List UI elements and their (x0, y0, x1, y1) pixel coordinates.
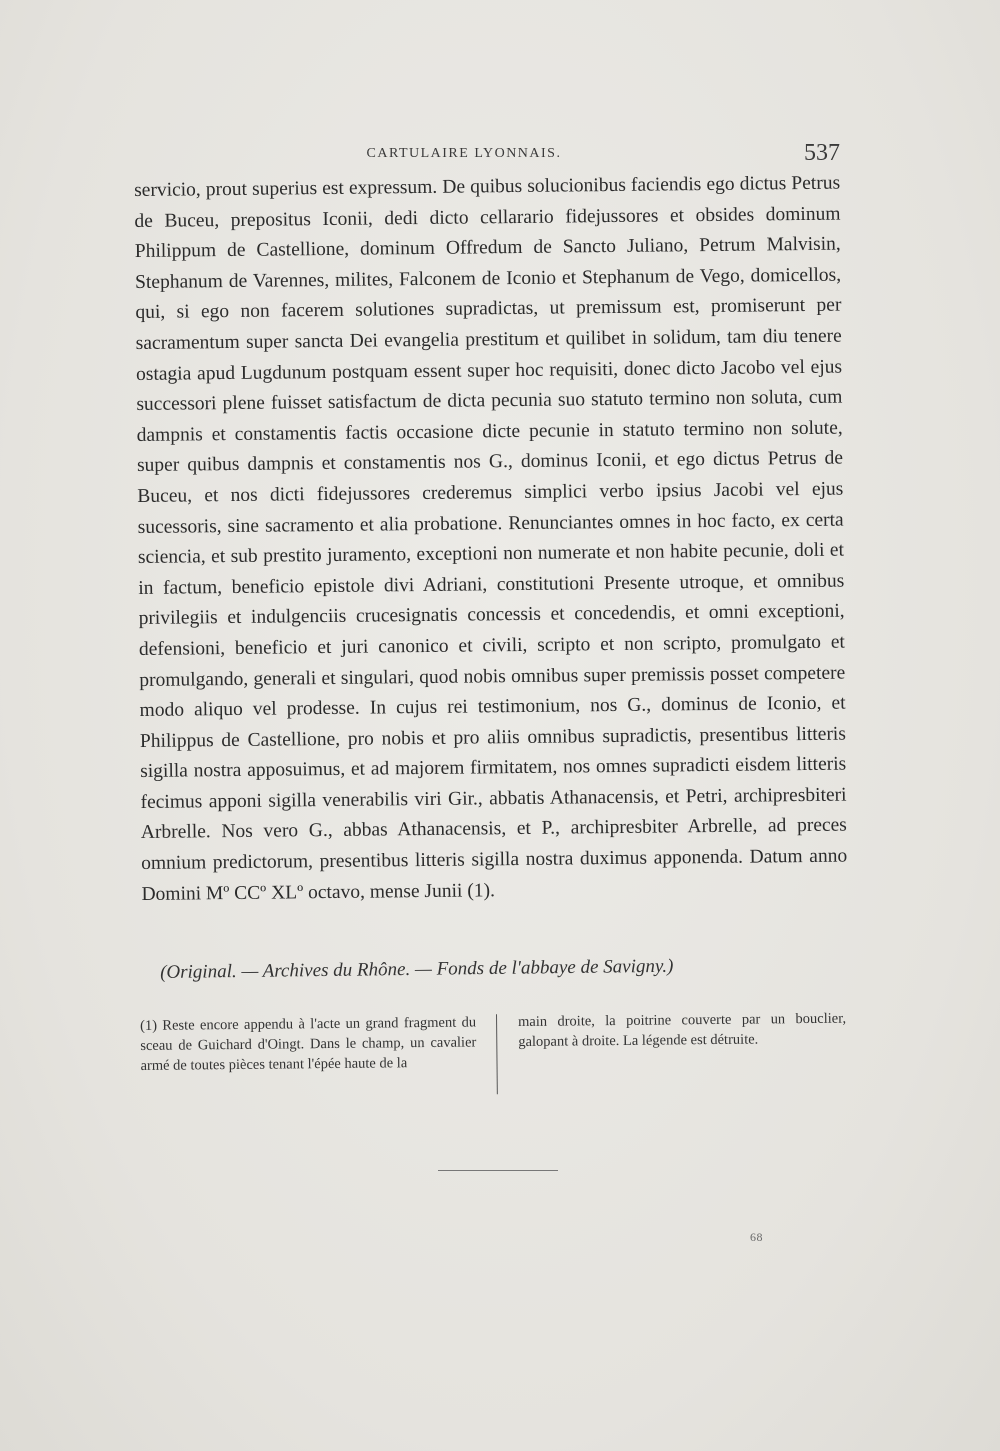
page-number: 537 (804, 140, 840, 166)
printer-signature: 68 (750, 1230, 763, 1244)
source-citation: (Original. — Archives du Rhône. — Fonds de l'abbaye de Savigny.) (160, 955, 674, 983)
main-paragraph: servicio, prout superius est expressum. De quibus solucionibus faciendis ego dictus Petrus de Buceu, prepositus Iconii, dedi dicto cellarario fidejussores et obsides dominum Philippum de Castellione, dominum Offredum de Sancto Juliano, Petrum Malvisin, Stephanum de Varennes, milites, Falconem de Iconio et Stephanum de Vego, domicellos, qui, si ego non facerem solutiones supradictas, ut premissum est, promiserunt per sacramentum super sancta Dei evangelia prestitum et quilibet in solidum, tam diu tenere ostagia apud Lugdunum postquam essent super hoc requisiti, donec dicto Jacobo vel ejus successori plene fuisset satisfactum de dicta pecunia suo statuto termino non soluta, cum dampnis et constamentis factis occasione dicte pecunie in statuto termino non solute, super quibus dampnis et constamentis nos G., dominus Iconii, et ego dictus Petrus de Buceu, et nos dicti fidejussores crederemus simplici verbo ipsius Jacobi vel ejus sucessoris, sine sacramento et alia probatione. Renunciantes omnes in hoc facto, ex certa sciencia, et sub prestito juramento, exceptioni non numerate et non habite pecunie, doli et in factum, beneficio epistole divi Adriani, constitutioni Presente utroque, et omnibus privilegiis et indulgenciis crucesignatis concessis et concedendis, et omni exceptioni, defensioni, beneficio et juri canonico et civili, scripto et non scripto, promulgato et promulgando, generali et singulari, quod nobis omnibus super premissis posset competere modo aliquo vel prodesse. In cujus rei testimonium, nos G., dominus de Iconio, et Philippus de Castellione, pro nobis et pro aliis omnibus supradictis, presentibus litteris sigilla nostra apposuimus, et ad majorem firmitatem, nos omnes supradicti eisdem litteris fecimus apponi sigilla venerabilis viri Gir., abbatis Athanacensis, et Petri, archipresbiteri Arbrelle. Nos vero G., abbas Athanacensis, et P., archipresbiter Arbrelle, ad preces omnium predictorum, presentibus litteris sigilla nostra duximus apponenda. Datum anno Domini Mº CCº XLº octavo, mense Junii (1). (134, 172, 848, 905)
footnotes (140, 1009, 847, 1106)
end-rule (438, 1170, 558, 1171)
running-title: CARTULAIRE LYONNAIS. (366, 146, 562, 161)
footnote-right-column: main droite, la poitrine couverte par un bouclier, galopant à droite. La légende est détruite. (518, 1010, 847, 1051)
running-head (132, 140, 840, 170)
footnote-left-column: (1) Reste encore appendu à l'acte un grand fragment du sceau de Guichard d'Oingt. Dans le champ, un cavalier armé de toutes pièces tenant l'épée haute de la (140, 1014, 477, 1074)
main-text (134, 169, 848, 911)
footnote-column-divider (496, 1014, 498, 1094)
